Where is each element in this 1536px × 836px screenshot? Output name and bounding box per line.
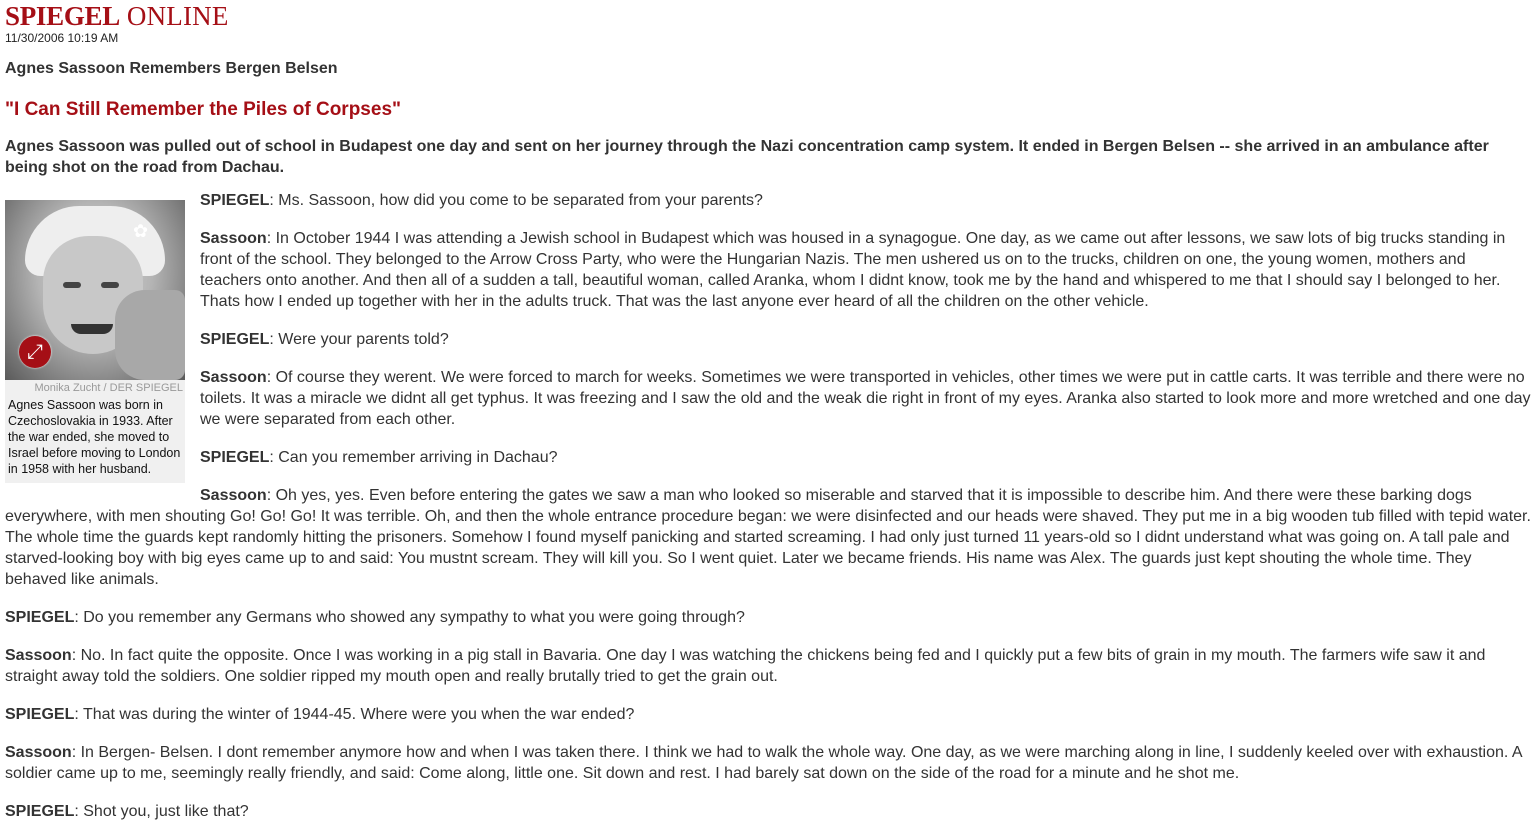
speech-text: : No. In fact quite the opposite. Once I was working in a pig stall in Bavaria. One day I was watching the chickens being fed and I quickly put a few bits of grain in my mouth. The farmers wife saw it and straight away told the soldiers. One soldier ripped my mouth open and really brutally tried to get the grain out. (5, 647, 1486, 685)
publish-timestamp: 11/30/2006 10:19 AM (5, 31, 119, 45)
photo-figure (5, 200, 185, 483)
butterfly-clip-icon: ✿ (133, 221, 149, 241)
interview-body (5, 190, 1531, 822)
speaker-label: Sassoon (200, 230, 267, 247)
speech-text: : Ms. Sassoon, how did you come to be separated from your parents? (269, 192, 763, 209)
logo-spiegel: SPIEGEL (5, 1, 120, 31)
speech-text: : Can you remember arriving in Dachau? (269, 449, 558, 466)
expand-arrows-icon[interactable]: ⤢ (19, 336, 51, 368)
interview-question (5, 329, 1531, 350)
speaker-label: SPIEGEL (200, 449, 270, 466)
interview-answer (5, 645, 1531, 687)
article-intro: Agnes Sassoon was pulled out of school in Budapest one day and sent on her journey through the Nazi concentration camp system. It ended in Bergen Belsen -- she arrived in an ambulance after being shot on the road from Dachau. (5, 138, 1489, 176)
article-headline: "I Can Still Remember the Piles of Corpses" (5, 99, 402, 120)
photo-caption: Agnes Sassoon was born in Czechoslovakia in 1933. After the war ended, she moved to Israel before moving to London in 1958 with her husband. (8, 398, 181, 476)
speaker-label: Sassoon (200, 487, 267, 504)
speaker-label: Sassoon (5, 744, 72, 761)
photo-credit: Monika Zucht / DER SPIEGEL (34, 382, 183, 394)
interview-question (5, 190, 1531, 211)
speaker-label: Sassoon (200, 369, 267, 386)
interview-answer (5, 485, 1531, 590)
interview-answer (5, 742, 1531, 784)
spiegel-online-logo[interactable] (5, 0, 1531, 29)
interview-answer (5, 228, 1531, 312)
speech-text: : Of course they werent. We were forced to march for weeks. Sometimes we were transported in vehicles, other times we were put in cattle carts. It was terrible and there were no toilets. It was a miracle we didnt all get typhus. It was freezing and I saw the old and the weak die right in front of my eyes. Aranka also started to look more and more wretched and one day we were separated from each other. (200, 369, 1531, 428)
speaker-label: Sassoon (5, 647, 72, 664)
interview-question (5, 607, 1531, 628)
speaker-label: SPIEGEL (200, 192, 270, 209)
speech-text: : In Bergen- Belsen. I dont remember anymore how and when I was taken there. I think we had to walk the whole way. One day, as we were marching along in line, I suddenly keeled over with exhaustion. A soldier came up to me, seemingly really friendly, and said: Come along, little one. Sit down and rest. I had barely sat down on the side of the road for a minute and he shot me. (5, 744, 1522, 782)
speech-text: : In October 1944 I was attending a Jewish school in Budapest which was housed in a synagogue. One day, as we came out after lessons, we saw lots of big trucks standing in front of the school. They belonged to the Arrow Cross Party, who were the Hungarian Nazis. The men ushered us on to the trucks, children on one, the young women, mothers and teachers onto another. And then all of a sudden a tall, beautiful woman, called Aranka, whom I didnt know, took me by the hand and whispered to me that I should say I belonged to her. Thats how I ended up together with her in the adults truck. That was the last anyone ever heard of all the children on the other vehicle. (200, 230, 1506, 310)
portrait-photo[interactable] (5, 200, 185, 380)
speaker-label: SPIEGEL (5, 803, 75, 820)
speaker-label: SPIEGEL (200, 331, 270, 348)
speaker-label: SPIEGEL (5, 609, 75, 626)
article-kicker: Agnes Sassoon Remembers Bergen Belsen (5, 60, 338, 77)
interview-qa (5, 190, 1531, 822)
interview-question (5, 447, 1531, 468)
speech-text: : Do you remember any Germans who showed any sympathy to what you were going through? (74, 609, 745, 626)
speech-text: : Were your parents told? (269, 331, 449, 348)
interview-question (5, 801, 1531, 822)
speech-text: : Oh yes, yes. Even before entering the gates we saw a man who looked so miserable and starved that it is impossible to describe him. And there were these barking dogs everywhere, with men shouting Go! Go! Go! It was terrible. Oh, and then the whole entrance procedure began: we were disinfected and our heads were shaved. They put me in a big wooden tub filled with tepid water. The whole time the guards kept randomly hitting the prisoners. Somehow I found myself panicking and started screaming. I had only just turned 11 years-old so I didnt understand what was going on. A tall pale and starved-looking boy with big eyes came up to and said: You mustnt scream. They will kill you. So I went quiet. Later we became friends. His name was Alex. The guards just kept shouting the whole time. They behaved like animals. (5, 487, 1531, 588)
speaker-label: SPIEGEL (5, 706, 75, 723)
speech-text: : Shot you, just like that? (74, 803, 249, 820)
interview-question (5, 704, 1531, 725)
speech-text: : That was during the winter of 1944-45. Where were you when the war ended? (74, 706, 635, 723)
interview-answer (5, 367, 1531, 430)
logo-online: ONLINE (119, 1, 229, 31)
